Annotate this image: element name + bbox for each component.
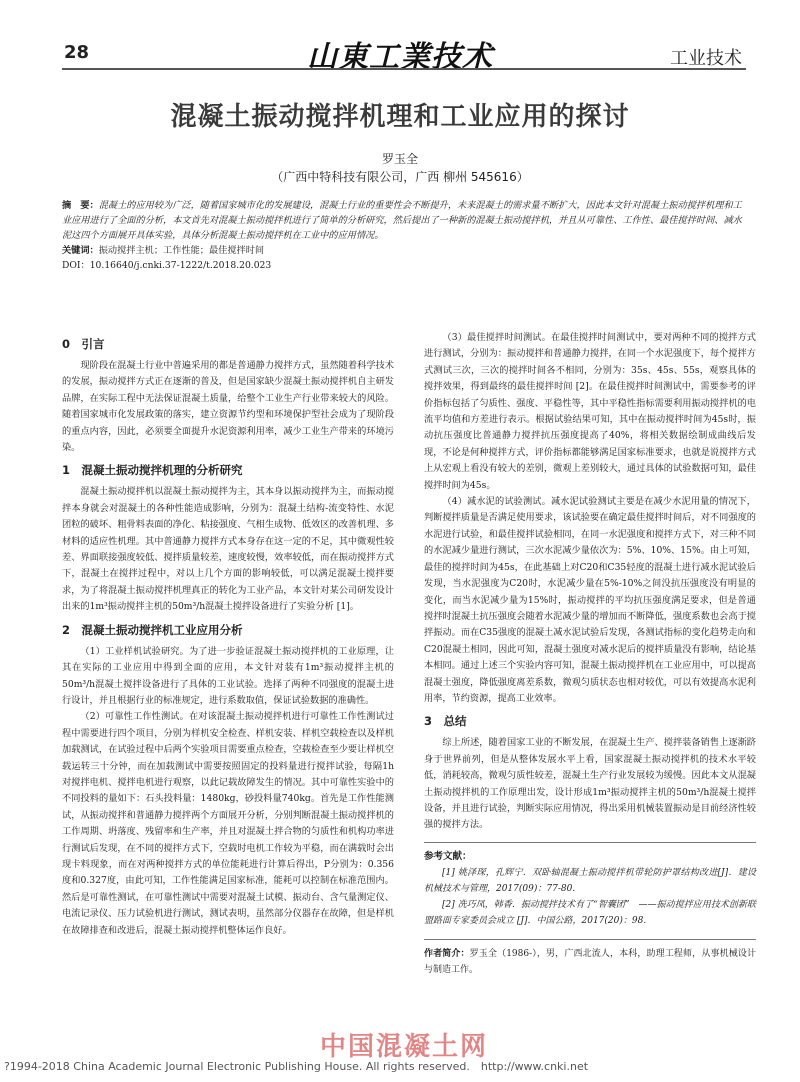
right-column bbox=[424, 330, 756, 978]
article-title: 混凝土振动搅拌机理和工业应用的探讨 bbox=[170, 102, 630, 132]
section-heading: 3 总结 bbox=[424, 714, 467, 729]
author: 罗玉全 bbox=[381, 152, 418, 166]
reference-item: [2] 冼巧凤，韩香．振动搅拌技术有了“智囊团” ——振动搅拌应用技术创新联盟路面专家委员会成立 [J]．中国公路，2017(20)：98. bbox=[424, 900, 756, 927]
abstract-block bbox=[62, 198, 746, 273]
bio-label: 作者简介： bbox=[424, 949, 470, 960]
watermark: 中国混凝土网 bbox=[320, 1032, 489, 1062]
doi: DOI：10.16640/j.cnki.37-1222/t.2018.20.023 bbox=[62, 260, 272, 271]
paragraph: （1）工业样机试验研究。为了进一步验证混凝土振动搅拌机的工业原理，让其在实际的工业应用中得到全面的应用，本文针对装有1m³振动搅拌主机的50m³/h混凝土搅拌设备进行了具体的工业试验。选择了两种不同强度的混凝土进行设计，并且根据行业的标准规定，进行系数取值，保证试验数据的准确性。 bbox=[62, 645, 394, 706]
section-heading: 2 混凝土振动搅拌机工业应用分析 bbox=[62, 622, 243, 637]
author-bio bbox=[424, 939, 756, 978]
keywords bbox=[62, 243, 746, 258]
references-heading: 参考文献： bbox=[424, 842, 756, 865]
left-column bbox=[62, 330, 394, 939]
section-heading: 0 引言 bbox=[62, 337, 105, 351]
paragraph: 综上所述，随着国家工业的不断发展，在混凝土生产、搅拌装备销售上逐渐跻身于世界前列，但是从整体发展水平上看，国家混凝土振动搅拌机的技术水平较低，消耗较高，微观匀质性较差，混凝土生产行业发展较为缓慢。因此本文从混凝土振动搅拌机的工作原理出发，设计形成1m³振动搅拌主机的50m³/h混凝土搅拌设备，并且进行试验，判断实际应用情况，得出采用机械装置振动是目前经济性较强的搅拌方法。 bbox=[424, 737, 756, 831]
bio-text: 罗玉全（1986-），男，广西北流人，本科，助理工程师，从事机械设计与制造工作。 bbox=[424, 949, 756, 976]
paragraph: （3）最佳搅拌时间测试。在最佳搅拌时间测试中，要对两种不同的搅拌方式进行测试，分别为：振动搅拌和普通静力搅拌，在同一个水泥强度下，每个搅拌方式测试三次，三次的搅拌时间各不相同，分别为：35s、45s、55s，观察具体的搅拌效果，得到最终的最佳搅拌时间 [2]。在最佳搅拌时间测试中，需要参考的评价指标包括了匀质性、强度、平稳性等，其中平稳性指标需要利用振动搅拌机的电流平均值和方差进行表示。根据试验结果可知，其中在振动搅拌时间为45s时，振动抗压强度比普通静力搅拌抗压强度提高了40%，将相关数据绘制成曲线后发现，不论是何种搅拌方式，评价指标都能够满足国家标准要求，也就是说搅拌方式上从宏观上看没有较大的差别，微观上差别较大，通过具体的试验数据可知，最佳搅拌时间为45s。 bbox=[424, 332, 756, 491]
section-heading: 1 混凝土振动搅拌机理的分析研究 bbox=[62, 463, 243, 478]
paragraph: 混凝土振动搅拌机以混凝土振动搅拌为主，其本身以振动搅拌为主，而振动搅拌本身就会对混凝土的各种性能造成影响，分别为：混凝土结构-流变特性、水泥团粒的破坏、粗骨料表面的净化、粘接强度、气相生成物、低效区的改善机理、多材料的适应性机理。其中普通静力搅拌方式本身存在这一定的不足，其中微观性较差、界面联接强度较低、搅拌质量较差，速度较慢，效率较低，而在振动搅拌方式下，混凝土在搅拌过程中，对以上几个方面的影响较低，可以满足混凝土搅拌要求，为了将混凝土振动搅拌机理真正的转化为工业产品，本文针对某公司研发设计出来的1m³振动搅拌主机的50m³/h混凝土搅拌设备进行了实验分析 [1]。 bbox=[62, 486, 394, 613]
section-tag: 工业技术 bbox=[670, 48, 742, 69]
paragraph: （4）减水泥的试验测试。减水泥试验测试主要是在减少水泥用量的情况下，判断搅拌质量是否满足使用要求，该试验要在确定最佳搅拌时间后，对不同强度的水泥进行试验，和最佳搅拌试验相同，在同一水泥强度和搅拌方式下，对三种不同的水泥减少量进行测试，三次水泥减少量依次为：5%、10%、15%。由上可知，最佳的搅拌时间为45s，在此基础上对C20和C35轻度的混凝土进行减水泥试验后发现，当水泥强度为C20时，水泥减少量在5%-10%之间没抗压强度没有明显的变化，而当水泥减少量为15%时，振动搅拌的平均抗压强度满足要求，但是普通搅拌时混凝土抗压强度会随着水泥减少量的增加而不断降低，强度系数也会高于搅拌振动。而在C35强度的混凝土减水泥试验后发现，各测试指标的变化趋势走向和C20混凝土相同，因此可知，混凝土强度对减水泥后的搅拌质量没有影响，结论基本相同。通过上述三个实验内容可知，混凝土振动搅拌机在工业应用中，可以提高混凝土强度，降低强度离差系数，微观匀质状态也相对较优，可以有效提高水泥利用率，节约资源，提高工业效率。 bbox=[424, 496, 756, 704]
paragraph: 现阶段在混凝土行业中普遍采用的都是普通静力搅拌方式，虽然随着科学技术的发展，振动搅拌方式正在逐渐的普及，但是国家缺少混凝土振动搅拌机自主研发品牌，在实际工程中无法保证混凝土质量，给整个工业生产行业带来较大的风险。随着国家城市化发展政策的落实，建立资源节约型和环境保护型社会成为了现阶段的重点内容，因此，必须要全面提升水泥资源利用率，减少工业生产带来的环境污染。 bbox=[62, 360, 394, 454]
reference-item: [1] 姚泽琛，孔辉宁．双卧轴混凝土振动搅拌机带轮防护罩结构改进[J]．建设机械技术与管理，2017(09)：77-80. bbox=[424, 868, 756, 895]
journal-title: 山東工業技术 bbox=[307, 40, 493, 75]
abstract-text: 混凝土的应用较为广泛，随着国家城市化的发展建设，混凝土行业的重要性会不断提升，未来混凝土的需求量不断扩大，因此本文针对混凝土振动搅拌机理和工业应用进行了全面的分析，本文首先对混凝土振动搅拌机进行了简单的分析研究，然后提出了一种新的混凝土振动搅拌机，并且从可靠性、工作性、最佳搅拌时间、减水泥这四个方面展开具体实验，具体分析混凝土振动搅拌机在工业中的应用情况。 bbox=[62, 200, 742, 241]
paragraph: （2）可靠性工作性测试。在对该混凝土振动搅拌机进行可靠性工作性测试过程中需要进行四个项目，分别为样机安全检查、样机安装、样机空载检查以及样机加载测试，在试验过程中后两个实验项目需要重点检查，空载检查至少要让样机空载运转三十分钟，而在加载测试中需要按照固定的投料量进行搅拌试验，每隔1h对搅拌电机、搅拌电机进行观察，以此记载故障发生的情况。其中可靠性实验中的不同投料的量如下：石头投料量：1480kg，砂投料量740kg。首先是工作性能测试，从振动搅拌和普通静力搅拌两个方面展开分析，分别判断混凝土振动搅拌机的工作周期、坍落度、残留率和生产率，并且对混凝土拌合物的匀质性和机构功率进行测试后发现，在不同的搅拌方式下，空载时电机工作较为平稳，而在满载时会出现卡料现象，而在对两种搅拌方式的单位能耗进行计算后得出，P分别为：0.356度和0.327度，由此可知，工作性能满足国家标准，能耗可以控制在标准范围内。然后是可靠性测试，在可靠性测试中需要对混凝土试模、振动台、含气量测定仪、电流记录仪、压力试验机进行测试，测试表明，虽然部分仪器存在故障，但是样机在故障排查和改进后，混凝土振动搅拌机整体运作良好。 bbox=[62, 711, 394, 936]
keywords-text: 振动搅拌主机；工作性能；最佳搅拌时间 bbox=[98, 245, 265, 256]
keywords-label: 关键词： bbox=[62, 245, 99, 256]
copyright-text[interactable]: ?1994-2018 China Academic Journal Electronic Publishing House. All rights reserved. http://www.cnki.net bbox=[4, 1060, 589, 1073]
page-number: 28 bbox=[64, 42, 90, 63]
affiliation: （广西中特科技有限公司，广西 柳州 545616） bbox=[271, 170, 529, 184]
header-divider bbox=[62, 68, 746, 70]
abstract-label: 摘 要： bbox=[62, 200, 99, 211]
abstract bbox=[62, 198, 746, 243]
